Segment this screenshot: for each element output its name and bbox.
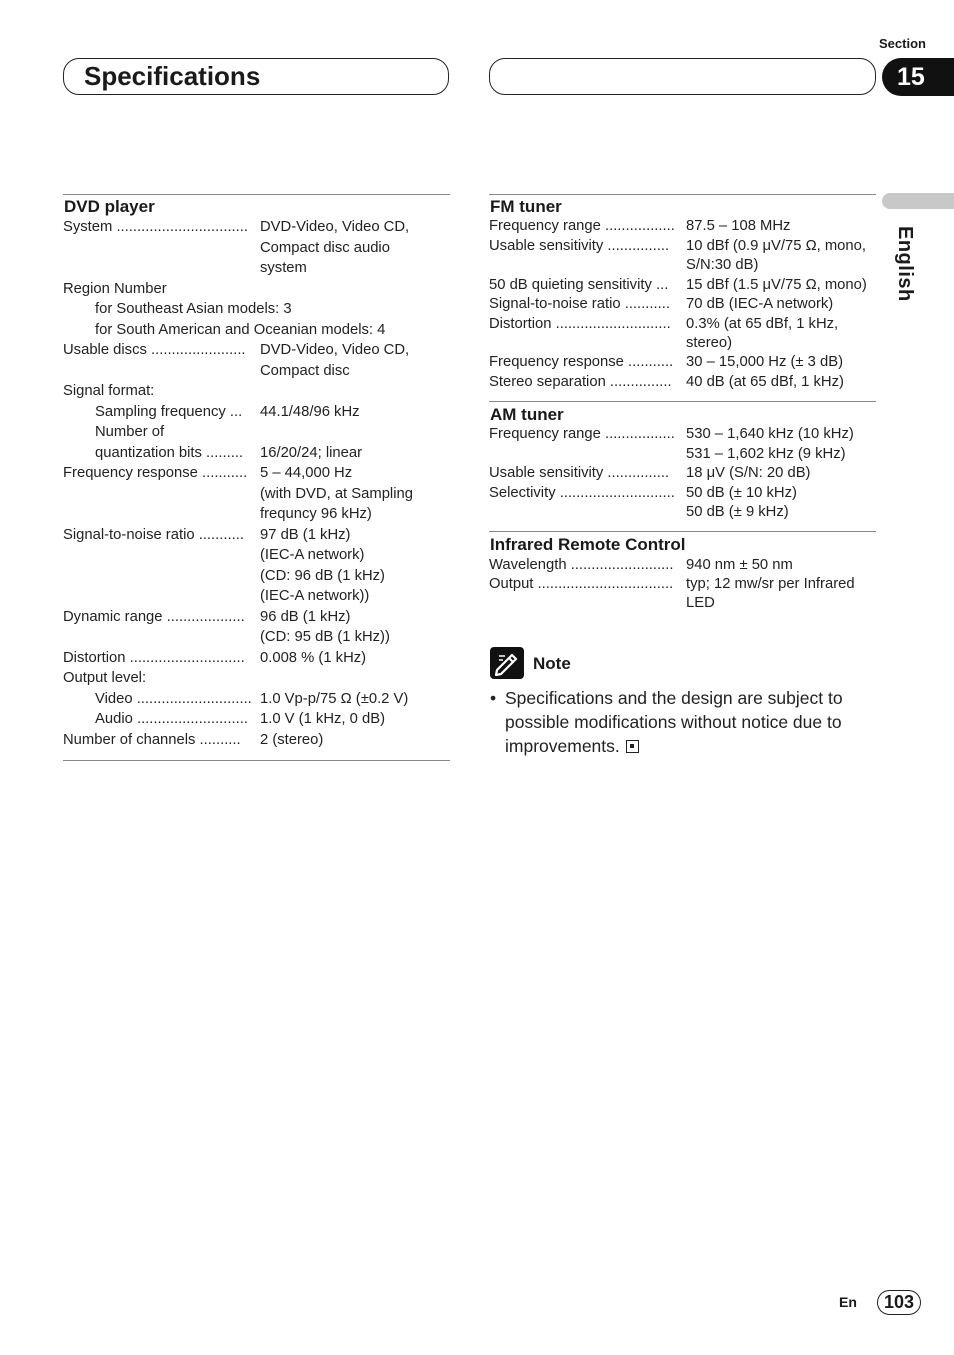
spec-value: LED xyxy=(686,595,715,611)
spec-label: Signal-to-noise ratio ........... xyxy=(489,296,670,312)
spec-label: Signal format: xyxy=(63,383,155,399)
page-title: Specifications xyxy=(84,61,261,91)
spec-value: 97 dB (1 kHz) xyxy=(260,526,351,543)
spec-row xyxy=(63,361,453,382)
divider xyxy=(63,760,450,761)
spec-row xyxy=(489,483,879,503)
spec-label: quantization bits ......... xyxy=(95,444,244,461)
note-title: Note xyxy=(533,654,571,673)
spec-value: typ; 12 mw/sr per Infrared xyxy=(686,576,855,592)
am-tuner-heading: AM tuner xyxy=(490,405,564,424)
spec-label: Output level: xyxy=(63,670,147,686)
spec-row xyxy=(63,525,453,546)
spec-value: 30 – 15,000 Hz (± 3 dB) xyxy=(686,354,844,370)
spec-value: 87.5 – 108 MHz xyxy=(686,218,791,234)
spec-row xyxy=(489,444,879,464)
spec-label: Frequency response ........... xyxy=(63,465,248,481)
spec-value: Compact disc xyxy=(260,362,350,379)
spec-row xyxy=(63,484,453,505)
language-code: En xyxy=(839,1294,857,1310)
spec-value: 1.0 Vp-p/75 Ω (±0.2 V) xyxy=(260,690,409,707)
spec-value: DVD-Video, Video CD, xyxy=(260,342,410,358)
spec-row xyxy=(63,320,453,341)
spec-row xyxy=(63,443,453,464)
spec-value: S/N:30 dB) xyxy=(686,257,759,273)
spec-value: (CD: 96 dB (1 kHz) xyxy=(260,567,385,584)
infrared-heading: Infrared Remote Control xyxy=(490,535,686,554)
spec-row xyxy=(63,258,453,279)
spec-label: Wavelength ......................... xyxy=(489,557,674,573)
section-label: Section xyxy=(879,36,926,51)
spec-row xyxy=(63,381,453,402)
spec-value: (with DVD, at Sampling xyxy=(260,485,413,502)
spec-row xyxy=(63,648,453,669)
spec-label: Output ................................. xyxy=(489,576,674,592)
spec-value: 2 (stereo) xyxy=(260,731,324,748)
spec-label: Distortion ............................ xyxy=(489,315,671,332)
spec-value: 1.0 V (1 kHz, 0 dB) xyxy=(260,711,386,727)
spec-value: system xyxy=(260,260,307,276)
spec-label: Dynamic range ................... xyxy=(63,608,245,625)
spec-row xyxy=(63,709,453,730)
spec-value: Compact disc audio xyxy=(260,239,390,256)
spec-label: Sampling frequency ... xyxy=(95,403,243,420)
spec-row xyxy=(63,238,453,259)
spec-value: frequncy 96 kHz) xyxy=(260,506,372,522)
spec-row xyxy=(63,607,453,628)
divider xyxy=(489,194,876,195)
spec-value: 50 dB (± 9 kHz) xyxy=(686,504,789,520)
spec-row xyxy=(63,402,453,423)
spec-label: Selectivity ............................ xyxy=(489,484,675,501)
spec-value: 40 dB (at 65 dBf, 1 kHz) xyxy=(686,373,844,390)
language-tab xyxy=(882,193,954,209)
spec-row xyxy=(63,299,453,320)
spec-value: 96 dB (1 kHz) xyxy=(260,608,351,625)
spec-label: for South American and Oceanian models: 4 xyxy=(95,321,386,338)
spec-row xyxy=(63,586,453,607)
end-mark-icon xyxy=(626,740,639,753)
spec-value: 531 – 1,602 kHz (9 kHz) xyxy=(686,445,846,462)
note-pencil-icon xyxy=(490,647,524,679)
spec-row xyxy=(63,566,453,587)
spec-label: Frequency range ................. xyxy=(489,218,675,234)
spec-label: Region Number xyxy=(63,280,167,297)
spec-row xyxy=(63,730,453,751)
spec-value: 0.3% (at 65 dBf, 1 kHz, xyxy=(686,315,839,332)
spec-row xyxy=(63,545,453,566)
spec-value: 10 dBf (0.9 μV/75 Ω, mono, xyxy=(686,237,866,254)
spec-row xyxy=(63,463,453,484)
spec-row xyxy=(489,424,879,444)
divider xyxy=(489,531,876,532)
spec-label: Number of channels .......... xyxy=(63,731,241,748)
spec-row xyxy=(63,504,453,525)
spec-row xyxy=(63,340,453,361)
section-number: 15 xyxy=(897,63,925,91)
spec-label: Stereo separation ............... xyxy=(489,373,672,390)
bullet: • xyxy=(490,688,497,708)
note-text: Specifications and the design are subject to possible modifications without notice due to improvements. xyxy=(505,688,843,756)
spec-value: 940 nm ± 50 nm xyxy=(686,557,793,573)
spec-label: Number of xyxy=(95,424,165,440)
language-label: English xyxy=(894,226,916,302)
header-blank-frame xyxy=(489,58,876,95)
spec-value: 5 – 44,000 Hz xyxy=(260,465,353,481)
spec-label: for Southeast Asian models: 3 xyxy=(95,301,292,317)
spec-value: 50 dB (± 10 kHz) xyxy=(686,484,797,501)
spec-row xyxy=(489,463,879,483)
spec-row xyxy=(63,217,453,238)
spec-row xyxy=(63,668,453,689)
spec-value: DVD-Video, Video CD, xyxy=(260,219,410,235)
spec-row xyxy=(63,689,453,710)
spec-row xyxy=(63,422,453,443)
spec-row xyxy=(63,279,453,300)
spec-value: stereo) xyxy=(686,334,733,351)
spec-row xyxy=(489,555,879,574)
spec-label: Audio ........................... xyxy=(95,711,248,727)
spec-value: 0.008 % (1 kHz) xyxy=(260,649,367,666)
spec-label: Usable sensitivity ............... xyxy=(489,465,670,481)
spec-value: (IEC-A network) xyxy=(260,547,365,563)
spec-label: Frequency response ........... xyxy=(489,354,674,370)
spec-label: Signal-to-noise ratio ........... xyxy=(63,526,244,543)
spec-value: 18 μV (S/N: 20 dB) xyxy=(686,465,811,481)
spec-value: 530 – 1,640 kHz (10 kHz) xyxy=(686,426,854,442)
spec-label: 50 dB quieting sensitivity ... xyxy=(489,276,669,293)
spec-label: Usable discs ....................... xyxy=(63,342,246,358)
divider xyxy=(489,401,876,402)
spec-row xyxy=(489,574,879,593)
page-number: 103 xyxy=(877,1290,921,1315)
spec-label: Distortion ............................ xyxy=(63,649,245,666)
spec-value: 70 dB (IEC-A network) xyxy=(686,296,834,312)
spec-row xyxy=(489,502,879,522)
dvd-player-heading: DVD player xyxy=(64,197,155,216)
fm-tuner-heading: FM tuner xyxy=(490,197,562,216)
spec-label: Usable sensitivity ............... xyxy=(489,237,670,254)
spec-row xyxy=(63,627,453,648)
spec-label: Frequency range ................. xyxy=(489,426,675,442)
spec-value: 44.1/48/96 kHz xyxy=(260,403,360,420)
spec-label: System ................................ xyxy=(63,219,248,235)
spec-value: (CD: 95 dB (1 kHz)) xyxy=(260,629,390,645)
divider xyxy=(63,194,450,195)
spec-row xyxy=(489,593,879,612)
spec-value: (IEC-A network)) xyxy=(260,588,370,604)
spec-value: 16/20/24; linear xyxy=(260,444,363,461)
spec-label: Video ............................ xyxy=(95,690,252,707)
spec-value: 15 dBf (1.5 μV/75 Ω, mono) xyxy=(686,276,867,293)
